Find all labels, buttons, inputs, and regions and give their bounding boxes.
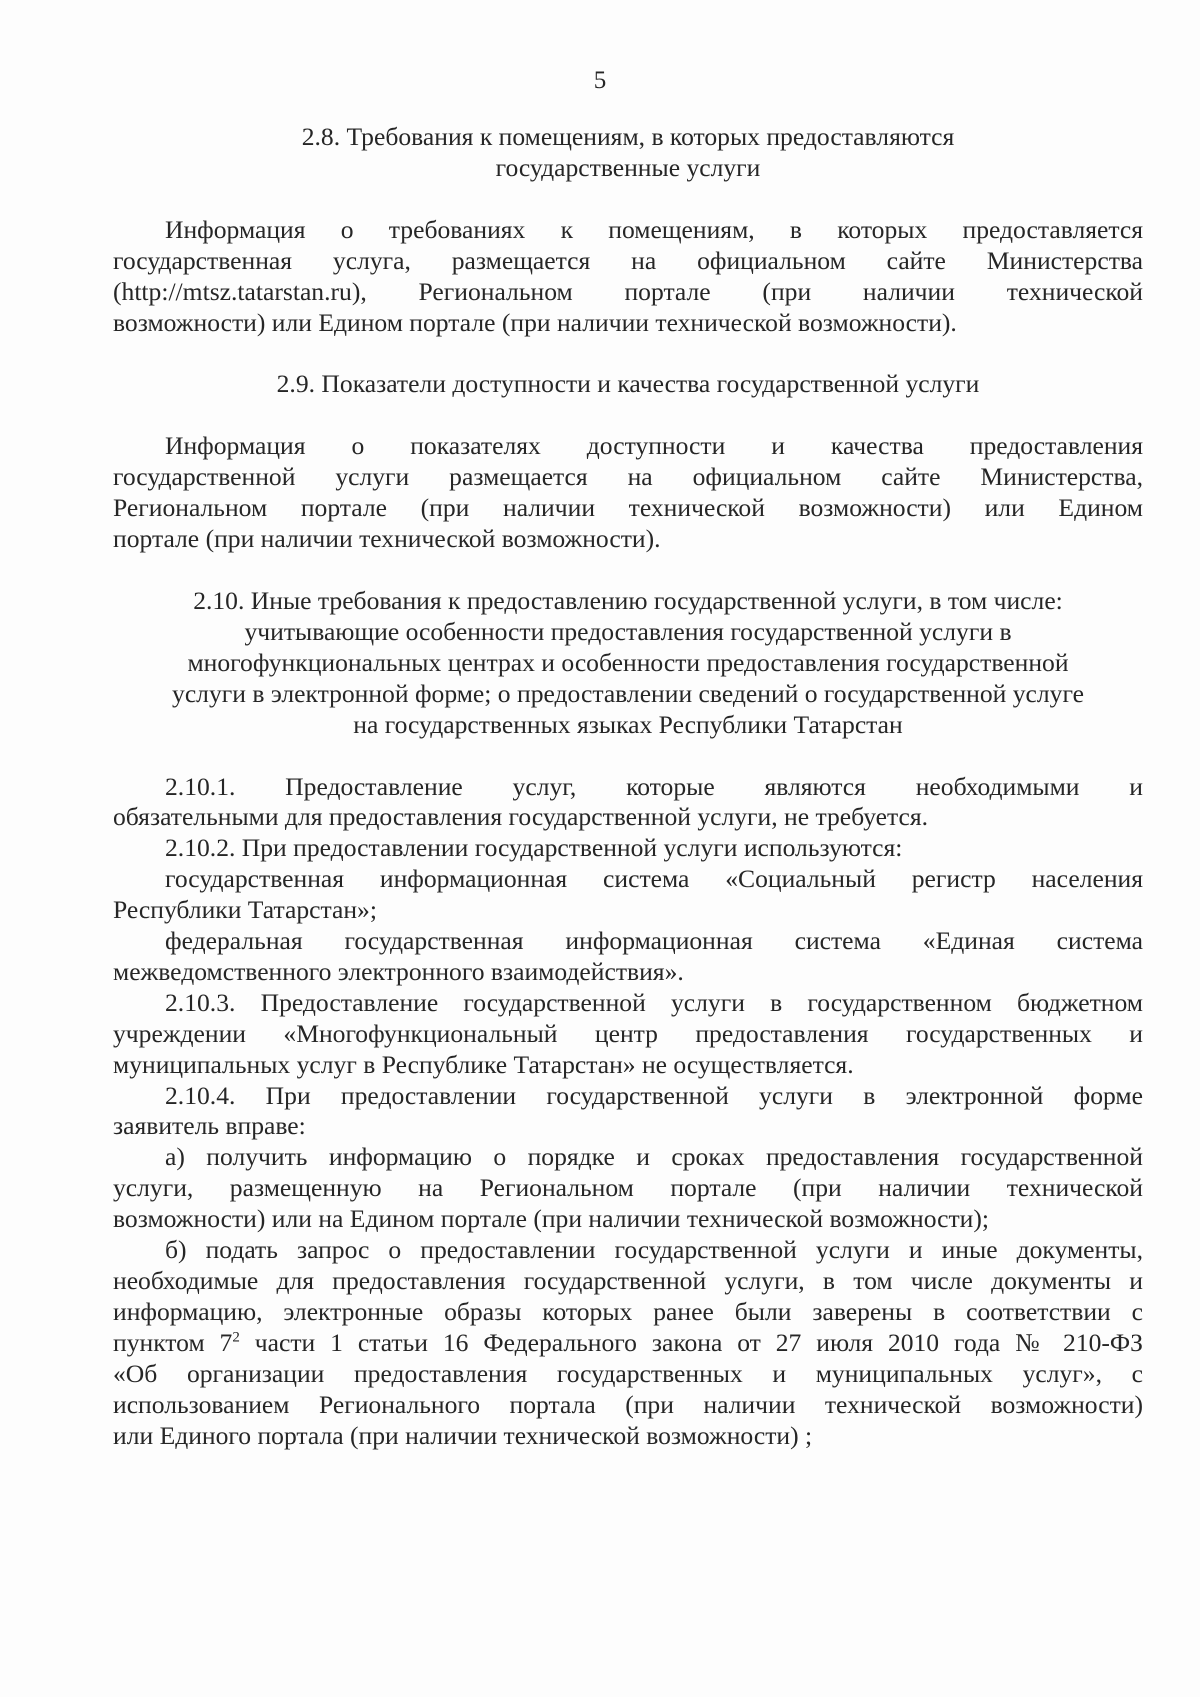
paragraph-2-10-3	[113, 988, 1143, 1081]
heading-line: многофункциональных центрах и особенности предоставления государственной	[187, 647, 1069, 677]
text-line: межведомственного электронного взаимодействия».	[113, 956, 684, 986]
paragraph-2-10-1	[113, 772, 1143, 834]
text-line: 2.10.2. При предоставлении государственной услуги используются:	[165, 833, 903, 863]
text-line: «Об организации предоставления государственных и муниципальных услуг», с	[113, 1358, 1143, 1388]
text-fragment: пунктом 7	[113, 1327, 233, 1357]
paragraph-2-10-4	[113, 1081, 1143, 1143]
text-line: государственная информационная система «Социальный регистр населения	[165, 864, 1143, 894]
text-line: б) подать запрос о предоставлении государственной услуги и иные документы,	[165, 1235, 1143, 1265]
paragraph-item-a	[113, 1142, 1143, 1235]
text-line: 2.10.1. Предоставление услуг, которые являются необходимыми и	[165, 771, 1143, 801]
paragraph-2-10-2-item-1	[113, 864, 1143, 926]
section-2-8-paragraph	[113, 215, 1143, 339]
text-line: 2.10.3. Предоставление государственной услуги в государственном бюджетном	[165, 987, 1143, 1017]
text-line: Республики Татарстан»;	[113, 895, 377, 925]
section-2-9-heading	[113, 369, 1143, 400]
heading-line: 2.10. Иные требования к предоставлению государственной услуги, в том числе:	[193, 585, 1063, 615]
text-line: использованием Регионального портала (при наличии технической возможности)	[113, 1389, 1143, 1419]
section-2-10-heading	[113, 586, 1143, 741]
text-line: учреждении «Многофункциональный центр предоставления государственных и	[113, 1018, 1143, 1048]
section-2-8-heading	[113, 122, 1143, 184]
text-line: или Единого портала (при наличии технической возможности) ;	[113, 1420, 813, 1450]
heading-line: 2.9. Показатели доступности и качества государственной услуги	[276, 369, 980, 399]
text-line: обязательными для предоставления государственной услуги, не требуется.	[113, 802, 929, 832]
text-line: государственной услуги размещается на официальном сайте Министерства,	[113, 462, 1143, 492]
text-line: портале (при наличии технической возможности).	[113, 524, 661, 554]
text-fragment: части 1 статьи 16 Федерального закона от 27 июля 2010 года № 210-ФЗ	[239, 1327, 1143, 1357]
heading-line: 2.8. Требования к помещениям, в которых предоставляются	[301, 122, 955, 151]
text-line: Информация о показателях доступности и качества предоставления	[165, 431, 1143, 461]
text-line-with-superscript	[113, 1328, 1143, 1359]
text-line: 2.10.4. При предоставлении государственной услуги в электронной форме	[165, 1080, 1143, 1110]
heading-line: государственные услуги	[495, 152, 761, 182]
document-body	[113, 122, 1143, 1451]
text-line: заявитель вправе:	[113, 1111, 306, 1141]
heading-line: учитывающие особенности предоставления государственной услуги в	[244, 616, 1012, 646]
text-line: возможности) или Едином портале (при наличии технической возможности).	[113, 307, 957, 337]
paragraph-2-10-2-item-2	[113, 926, 1143, 988]
text-line: информацию, электронные образы которых ранее были заверены в соответствии с	[113, 1296, 1143, 1326]
heading-line: услуги в электронной форме; о предоставлении сведений о государственной услуге	[172, 678, 1084, 708]
page-number: 5	[593, 67, 607, 94]
text-line: услуги, размещенную на Региональном портале (при наличии технической	[113, 1173, 1143, 1203]
text-line: муниципальных услуг в Республике Татарстан» не осуществляется.	[113, 1049, 854, 1079]
heading-line: на государственных языках Республики Татарстан	[353, 709, 903, 739]
text-line: государственная услуга, размещается на официальном сайте Министерства	[113, 245, 1143, 275]
text-line: а) получить информацию о порядке и сроках предоставления государственной	[165, 1142, 1143, 1172]
text-line: федеральная государственная информационная система «Единая система	[165, 926, 1143, 956]
paragraph-2-10-2	[113, 833, 1143, 864]
text-line: возможности) или на Едином портале (при наличии технической возможности);	[113, 1204, 989, 1234]
text-line: Региональном портале (при наличии технической возможности) или Едином	[113, 493, 1143, 523]
text-line: (http://mtsz.tatarstan.ru), Региональном портале (при наличии технической	[113, 276, 1143, 306]
text-line: необходимые для предоставления государственной услуги, в том числе документы и	[113, 1266, 1143, 1295]
text-line: Информация о требованиях к помещениям, в которых предоставляется	[165, 214, 1143, 244]
superscript: 2	[232, 1329, 240, 1346]
section-2-9-paragraph	[113, 431, 1143, 555]
paragraph-item-b	[113, 1235, 1143, 1451]
